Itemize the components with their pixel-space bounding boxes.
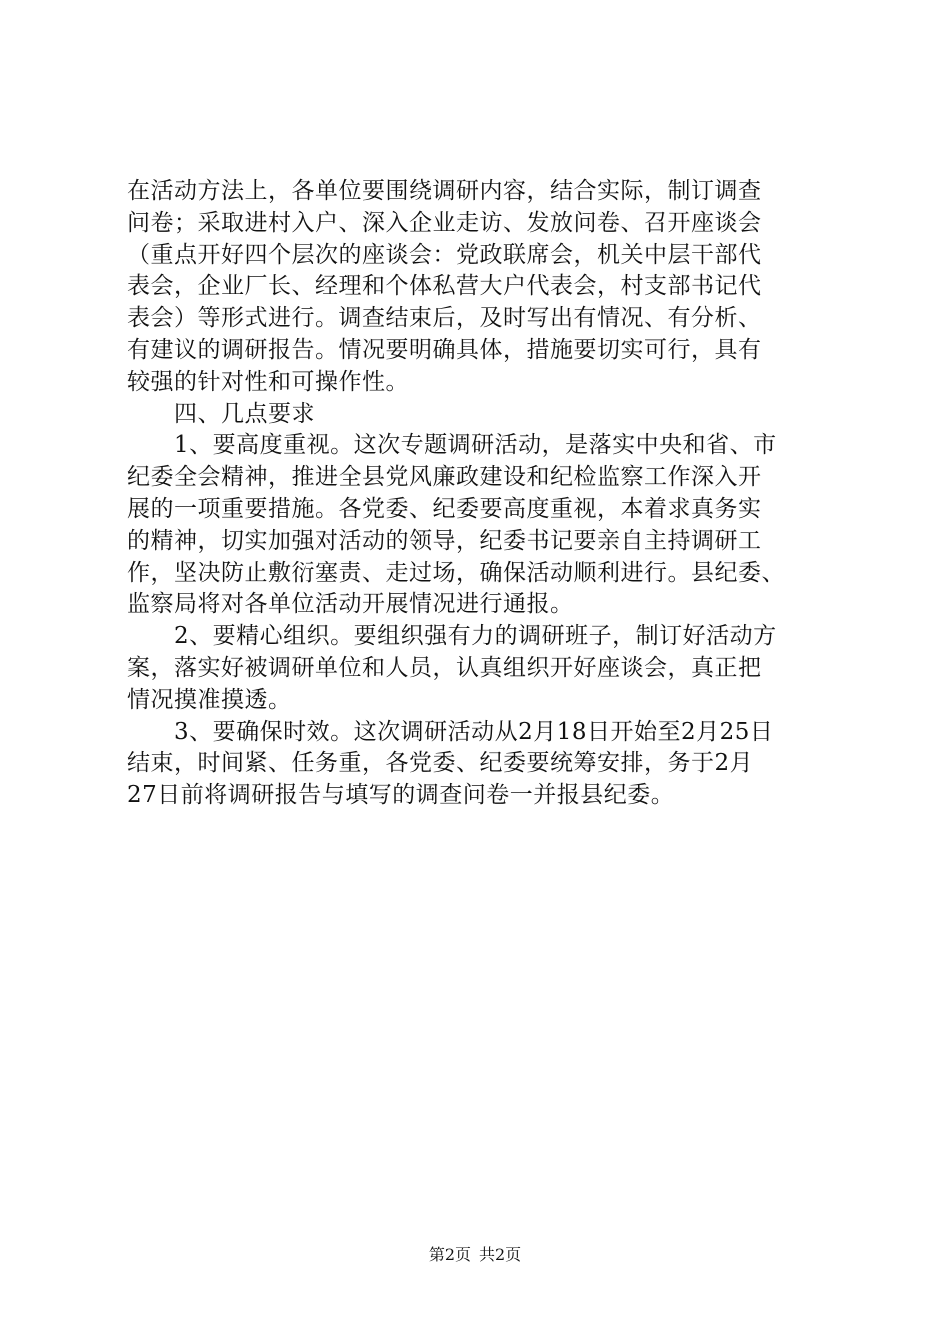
body-line: 较强的针对性和可操作性。: [127, 368, 409, 395]
body-line: 表会，企业厂长、经理和个体私营大户代表会，村支部书记代: [127, 273, 762, 300]
section-heading: 四、几点要求: [174, 400, 315, 427]
body-line: 有建议的调研报告。情况要明确具体，措施要切实可行，具有: [127, 336, 762, 363]
body-line: 展的一项重要措施。各党委、纪委要高度重视，本着求真务实: [127, 495, 762, 522]
page-number: 第2页: [428, 1245, 471, 1264]
body-line: 1、要高度重视。这次专题调研活动，是落实中央和省、市: [174, 432, 777, 459]
body-line: 2、要精心组织。要组织强有力的调研班子，制订好活动方: [174, 623, 777, 650]
body-line: 情况摸准摸透。: [127, 686, 292, 713]
body-line: 27日前将调研报告与填写的调查问卷一并报县纪委。: [127, 782, 675, 809]
page-total: 共2页: [479, 1245, 522, 1264]
body-line: 作，坚决防止敷衍塞责、走过场，确保活动顺利进行。县纪委、: [127, 559, 785, 586]
body-line: （重点开好四个层次的座谈会：党政联席会，机关中层干部代: [127, 241, 762, 268]
body-line: 表会）等形式进行。调查结束后，及时写出有情况、有分析、: [127, 305, 762, 332]
body-line: 纪委全会精神，推进全县党风廉政建设和纪检监察工作深入开: [127, 464, 762, 491]
body-line: 监察局将对各单位活动开展情况进行通报。: [127, 591, 574, 618]
body-line: 案，落实好被调研单位和人员，认真组织开好座谈会，真正把: [127, 654, 762, 681]
body-line: 问卷；采取进村入户、深入企业走访、发放问卷、召开座谈会: [127, 209, 762, 236]
body-line: 的精神，切实加强对活动的领导，纪委书记要亲自主持调研工: [127, 527, 762, 554]
document-body: [127, 176, 839, 812]
body-line: 结束，时间紧、任务重，各党委、纪委要统筹安排，务于2月: [127, 750, 754, 777]
body-line: 3、要确保时效。这次调研活动从2月18日开始至2月25日: [174, 718, 774, 745]
body-line: 在活动方法上，各单位要围绕调研内容，结合实际，制订调查: [127, 178, 762, 204]
page-footer: [0, 1245, 950, 1265]
